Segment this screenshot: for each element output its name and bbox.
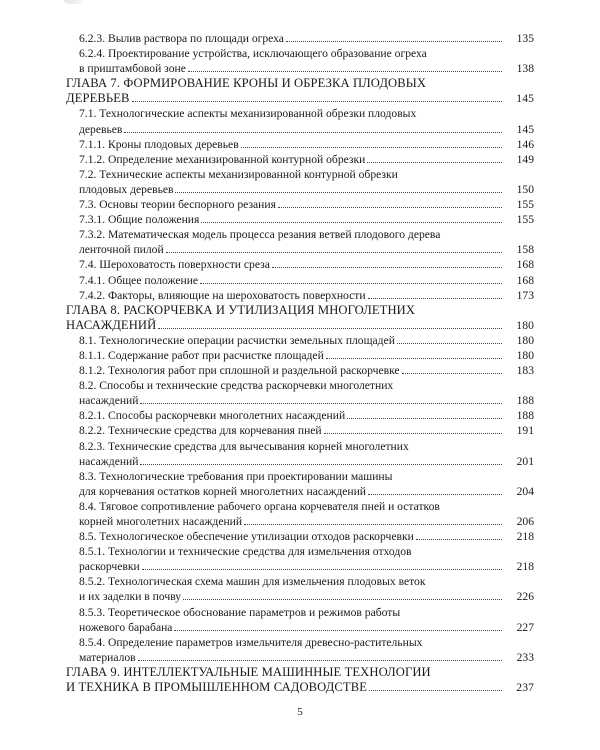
- toc-entry-line: [79, 288, 504, 303]
- toc-page-number: 233: [516, 650, 534, 664]
- toc-entry-line: [79, 469, 504, 484]
- toc-entry: [0, 574, 600, 604]
- toc-entry-line: [66, 680, 504, 695]
- dot-leader: [241, 147, 502, 148]
- toc-entry-line: [79, 408, 504, 423]
- toc-entry-title: насаждений: [79, 454, 139, 468]
- toc-entry-title: насаждений: [79, 394, 139, 408]
- toc-entry-title: 8.3. Технологические требования при проектировании машины: [79, 469, 393, 483]
- dot-leader: [175, 192, 502, 193]
- toc-page-number: 188: [516, 409, 534, 423]
- toc-entry-line: [79, 227, 504, 242]
- toc-entry-title: 8.5.2. Технологическая схема машин для измельчения плодовых веток: [79, 575, 426, 589]
- toc-entry-title: 7.1.2. Определение механизированной контурной обрезки: [79, 152, 366, 166]
- toc-entry-title: 8.5.3. Теоретическое обоснование параметров и режимов работы: [79, 605, 401, 619]
- toc-entry: [0, 529, 600, 544]
- dot-leader: [140, 464, 502, 465]
- dot-leader: [397, 343, 502, 344]
- toc-entry-line: [79, 605, 504, 620]
- toc-entry-title: 6.2.4. Проектирование устройства, исключающего образование огреха: [79, 47, 427, 61]
- toc-entry-line: [79, 363, 504, 378]
- toc-page-number: 149: [516, 152, 534, 166]
- toc-page-number: 218: [516, 530, 534, 544]
- toc-entry: [0, 257, 600, 272]
- toc-entry-line: [79, 559, 504, 574]
- dot-leader: [138, 660, 502, 661]
- toc-entry-title: плодовых деревьев: [79, 182, 174, 196]
- toc-entry-line: [66, 76, 504, 91]
- toc-page-number: 138: [516, 62, 534, 76]
- dot-leader: [324, 433, 502, 434]
- toc-entry: [0, 31, 600, 46]
- toc-entry-title: 8.1.1. Содержание работ при расчистке площадей: [79, 348, 324, 362]
- toc-page-number: 155: [516, 198, 534, 212]
- toc-page-number: 188: [516, 394, 534, 408]
- toc-entry-line: [79, 635, 504, 650]
- dot-leader: [158, 328, 502, 329]
- toc-entry-title: 8.2.3. Технические средства для вычесывания корней многолетних: [79, 439, 409, 453]
- dot-leader: [326, 358, 502, 359]
- toc-entry: [0, 288, 600, 303]
- toc-entry-line: [79, 257, 504, 272]
- toc-entry: [0, 348, 600, 363]
- toc-entry-title: 8.2. Способы и технические средства раскорчевки многолетних: [79, 379, 394, 393]
- toc-page-number: 150: [516, 182, 534, 196]
- toc-entry-line: [79, 589, 504, 604]
- toc-page-number: 218: [516, 560, 534, 574]
- toc-entry-line: [79, 31, 504, 46]
- toc-page-number: 180: [516, 318, 534, 332]
- toc-entry-title: 7.3. Основы теории беспорного резания: [79, 198, 276, 212]
- toc-entry: [0, 212, 600, 227]
- dot-leader: [174, 630, 502, 631]
- toc-page-number: 227: [516, 620, 534, 634]
- toc-entry-title: 8.5.1. Технологии и технические средства для измельчения отходов: [79, 545, 412, 559]
- toc-entry-line: [79, 167, 504, 182]
- toc-entry-line: [79, 529, 504, 544]
- toc-entry-title: раскорчевки: [79, 560, 140, 574]
- toc-entry-title: 8.2.2. Технические средства для корчевания пней: [79, 424, 322, 438]
- dot-leader: [142, 569, 502, 570]
- toc-entry-line: [79, 197, 504, 212]
- toc-entry-title: 7.2. Технические аспекты механизированной контурной обрезки: [79, 167, 398, 181]
- dot-leader: [166, 252, 502, 253]
- toc-entry-line: [66, 318, 504, 333]
- dot-leader: [272, 267, 502, 268]
- toc-entry-title: 6.2.3. Вылив раствора по площади огреха: [79, 32, 284, 45]
- toc-entry-title: 7.4.1. Общее положение: [79, 273, 199, 287]
- toc-entry-line: [79, 122, 504, 137]
- toc-page-number: 226: [516, 590, 534, 604]
- toc-entry-title: НАСАЖДЕНИЙ: [66, 317, 157, 332]
- toc-entry: [0, 635, 600, 665]
- toc-entry-line: [66, 665, 504, 680]
- toc-chapter-entry: [0, 76, 600, 106]
- toc-entry-line: [79, 46, 504, 61]
- toc-chapter-entry: [0, 303, 600, 333]
- dot-leader: [369, 690, 502, 691]
- dot-leader: [183, 599, 502, 600]
- toc-page-number: 173: [516, 288, 534, 302]
- toc-entry-title: ДЕРЕВЬЕВ: [66, 91, 130, 106]
- dot-leader: [200, 283, 502, 284]
- toc-entry-line: [79, 106, 504, 121]
- toc-entry: [0, 605, 600, 635]
- dot-leader: [368, 494, 502, 495]
- dot-leader: [347, 418, 502, 419]
- toc-entry: [0, 363, 600, 378]
- toc-entry: [0, 423, 600, 438]
- dot-leader: [278, 207, 502, 208]
- toc-entry-title: 7.1.1. Кроны плодовых деревьев: [79, 137, 239, 151]
- toc-entry-title: 7.3.1. Общие положения: [79, 213, 200, 227]
- toc-entry-line: [79, 273, 504, 288]
- toc-page-number: 191: [516, 424, 534, 438]
- toc-entry-line: [79, 137, 504, 152]
- toc-entry: [0, 544, 600, 574]
- toc-entry-line: [79, 182, 504, 197]
- toc-entry-title: деревьев: [79, 122, 123, 136]
- toc-entry-title: ГЛАВА 8. РАСКОРЧЕВКА И УТИЛИЗАЦИЯ МНОГОЛЕТНИХ: [66, 302, 416, 317]
- toc-entry-title: ГЛАВА 9. ИНТЕЛЛЕКТУАЛЬНЫЕ МАШИННЫЕ ТЕХНОЛОГИИ: [66, 664, 431, 679]
- toc-entry-title: 8.2.1. Способы раскорчевки многолетних насаждений: [79, 409, 346, 423]
- toc-entry-line: [79, 439, 504, 454]
- toc-entry-line: [79, 61, 504, 76]
- toc-entry-title: в приштамбовой зоне: [79, 62, 186, 76]
- toc-entry-line: [79, 333, 504, 348]
- toc-entry-line: [79, 212, 504, 227]
- toc-entry-line: [79, 454, 504, 469]
- toc-entry-title: 8.5. Технологическое обеспечение утилизации отходов раскорчевки: [79, 530, 414, 544]
- toc-entry: [0, 167, 600, 197]
- toc-entry: [0, 469, 600, 499]
- dot-leader: [132, 101, 502, 102]
- toc-entry: [0, 499, 600, 529]
- toc-entry-title: 8.4. Тяговое сопротивление рабочего органа корчевателя пней и остатков: [79, 499, 440, 513]
- toc-entry-title: 8.5.4. Определение параметров измельчителя древесно-растительных: [79, 635, 423, 649]
- toc-entry-line: [79, 620, 504, 635]
- toc-entry-line: [79, 514, 504, 529]
- toc-entry: [0, 378, 600, 408]
- toc-entry: [0, 227, 600, 257]
- toc-page-number: 145: [516, 92, 534, 106]
- toc-entry: [0, 439, 600, 469]
- toc-entry-title: И ТЕХНИКА В ПРОМЫШЛЕННОМ САДОВОДСТВЕ: [66, 680, 367, 695]
- toc-page-number: 180: [516, 333, 534, 347]
- toc-entry: [0, 197, 600, 212]
- toc-entry-line: [79, 499, 504, 514]
- dot-leader: [286, 41, 502, 42]
- toc-entry-line: [79, 650, 504, 665]
- toc-entry-title: 8.1. Технологические операции расчистки земельных площадей: [79, 333, 395, 347]
- dot-leader: [188, 71, 502, 72]
- toc-page-number: 145: [516, 122, 534, 136]
- toc-entry: [0, 273, 600, 288]
- toc-page-number: 168: [516, 273, 534, 287]
- toc-entry: [0, 333, 600, 348]
- toc-entry-title: ленточной пилой: [79, 243, 164, 257]
- toc-page-number: 155: [516, 213, 534, 227]
- toc-entry-title: 7.3.2. Математическая модель процесса резания ветвей плодового дерева: [79, 228, 441, 242]
- toc-entry-title: 7.4. Шероховатость поверхности среза: [79, 258, 270, 272]
- dot-leader: [416, 539, 502, 540]
- toc-entry: [0, 137, 600, 152]
- dot-leader: [402, 373, 502, 374]
- page-number: 5: [297, 706, 303, 718]
- toc-page-number: 146: [516, 137, 534, 151]
- toc-entry-line: [79, 378, 504, 393]
- dot-leader: [201, 222, 502, 223]
- toc-entry-title: ГЛАВА 7. ФОРМИРОВАНИЕ КРОНЫ И ОБРЕЗКА ПЛОДОВЫХ: [66, 76, 427, 91]
- toc-page-number: 237: [516, 681, 534, 695]
- toc-entry-line: [79, 423, 504, 438]
- toc-entry-line: [79, 484, 504, 499]
- dot-leader: [368, 298, 502, 299]
- toc-page-number: 206: [516, 515, 534, 528]
- dot-leader: [244, 524, 502, 525]
- toc-entry: [0, 152, 600, 167]
- toc-entry-title: для корчевания остатков корней многолетних насаждений: [79, 484, 367, 498]
- toc-entry-line: [66, 303, 504, 318]
- toc-entry-title: 7.4.2. Факторы, влияющие на шероховатость поверхности: [79, 288, 366, 302]
- toc-page-number: 135: [516, 32, 534, 45]
- toc-entry-line: [79, 348, 504, 363]
- toc-entry: [0, 46, 600, 76]
- toc-page-number: 158: [516, 243, 534, 257]
- dot-leader: [124, 132, 502, 133]
- toc-entry-line: [79, 152, 504, 167]
- toc-entry-title: корней многолетних насаждений: [79, 515, 243, 528]
- toc-page-number: 204: [516, 484, 534, 498]
- toc-entry-line: [66, 91, 504, 106]
- table-of-contents: [0, 31, 600, 695]
- toc-entry-line: [79, 574, 504, 589]
- toc-entry-title: ножевого барабана: [79, 620, 173, 634]
- toc-entry-title: 7.1. Технологические аспекты механизированной обрезки плодовых: [79, 107, 417, 121]
- toc-entry-line: [79, 393, 504, 408]
- dot-leader: [140, 403, 502, 404]
- toc-entry-line: [79, 242, 504, 257]
- toc-entry: [0, 408, 600, 423]
- dot-leader: [367, 162, 502, 163]
- scan-artifact: [64, 0, 84, 4]
- toc-page-number: 168: [516, 258, 534, 272]
- toc-entry-title: 8.1.2. Технология работ при сплошной и раздельной раскорчевке: [79, 364, 400, 378]
- toc-entry-title: материалов: [79, 650, 136, 664]
- toc-page-number: 201: [516, 454, 534, 468]
- toc-entry-title: и их заделки в почву: [79, 590, 182, 604]
- toc-page-number: 183: [516, 364, 534, 378]
- toc-entry: [0, 106, 600, 136]
- toc-page-number: 180: [516, 348, 534, 362]
- toc-chapter-entry: [0, 665, 600, 695]
- toc-entry-line: [79, 544, 504, 559]
